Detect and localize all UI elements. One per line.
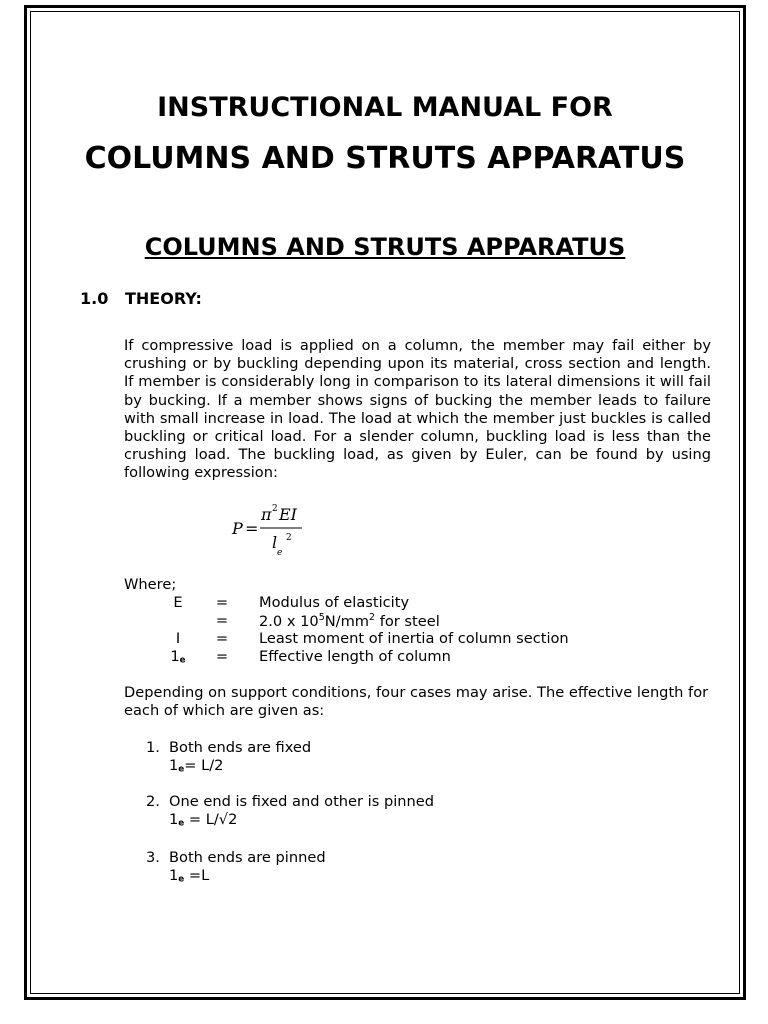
title-line-2: COLUMNS AND STRUTS APPARATUS	[84, 141, 686, 176]
steel-modulus-unit-exponent: 2	[369, 612, 376, 623]
formula-numerator-pi: π	[261, 505, 272, 524]
definition-equals: =	[215, 630, 229, 647]
euler-formula	[230, 502, 310, 562]
effective-length-symbol: 1	[169, 757, 179, 775]
formula-denominator-exp: 2	[286, 533, 292, 543]
effective-length-value: = L/√2	[184, 811, 238, 829]
effective-length-symbol: 1	[169, 867, 179, 885]
theory-paragraph: If compressive load is applied on a column, the member may fail either by crushing or by buckling depending upon its material, cross section and length. If member is considerably long in comparison to its lateral dimensions it will fail by bucking. If a member shows signs of bucking the member leads to failure with small increase in load. The load at which the member just buckles is called buckling or critical load. For a slender column, buckling load is less than the crushing load. The buckling load, as given by Euler, can be found by using following expression:	[124, 337, 711, 482]
definition-row	[0, 648, 768, 666]
definition-row	[0, 612, 768, 630]
definition-symbol	[160, 648, 196, 665]
definition-equals: =	[215, 612, 229, 629]
list-item	[146, 793, 434, 833]
formula-equals: =	[245, 519, 259, 538]
definition-text: Effective length of column	[259, 648, 451, 665]
section-title: THEORY:	[125, 289, 202, 308]
effective-length-value: = L/2	[184, 757, 224, 775]
list-item-label: One end is fixed and other is pinned	[169, 793, 435, 810]
list-item	[146, 739, 311, 779]
effective-length-subscript: e	[178, 818, 185, 829]
list-item-formula	[146, 757, 311, 779]
effective-length-subscript: e	[179, 655, 186, 666]
steel-modulus-unit: N/mm	[324, 612, 370, 630]
definition-text	[259, 612, 440, 630]
list-item-number: 3.	[146, 849, 160, 866]
formula-denominator: l	[272, 533, 278, 552]
list-item-label: Both ends are fixed	[169, 739, 312, 756]
list-item-number: 2.	[146, 793, 160, 810]
steel-modulus-note: for steel	[375, 612, 440, 630]
list-item-label: Both ends are pinned	[169, 849, 326, 866]
effective-length-value: =L	[184, 867, 210, 885]
where-label: Where;	[124, 576, 177, 593]
definition-equals: =	[215, 648, 229, 665]
support-conditions-paragraph: Depending on support conditions, four cases may arise. The effective length for each of which are given as:	[124, 684, 709, 720]
formula-lhs: P	[232, 519, 243, 538]
definition-equals: =	[215, 594, 229, 611]
definition-text: Modulus of elasticity	[259, 594, 410, 611]
list-item-number: 1.	[146, 739, 160, 756]
effective-length-subscript: e	[178, 874, 185, 885]
title-line-1: INSTRUCTIONAL MANUAL FOR	[157, 92, 613, 123]
section-heading: COLUMNS AND STRUTS APPARATUS	[144, 233, 626, 261]
definition-symbol: E	[173, 594, 183, 611]
section-number: 1.0	[80, 289, 109, 308]
effective-length-symbol: 1	[169, 811, 179, 829]
steel-modulus-value: 2.0 x 10	[259, 612, 319, 630]
formula-denominator-sub: e	[277, 548, 283, 558]
list-item-formula	[146, 811, 434, 833]
definition-row	[0, 630, 768, 648]
list-item-formula	[146, 867, 326, 889]
formula-numerator-ei: EI	[279, 505, 297, 524]
definition-row	[0, 594, 768, 612]
effective-length-symbol: 1	[170, 648, 180, 665]
definition-text: Least moment of inertia of column section	[259, 630, 569, 647]
steel-modulus-exponent: 5	[318, 612, 325, 623]
formula-numerator-exp: 2	[272, 504, 278, 514]
effective-length-subscript: e	[178, 764, 185, 775]
list-item	[146, 849, 326, 889]
definition-symbol: I	[175, 630, 181, 647]
